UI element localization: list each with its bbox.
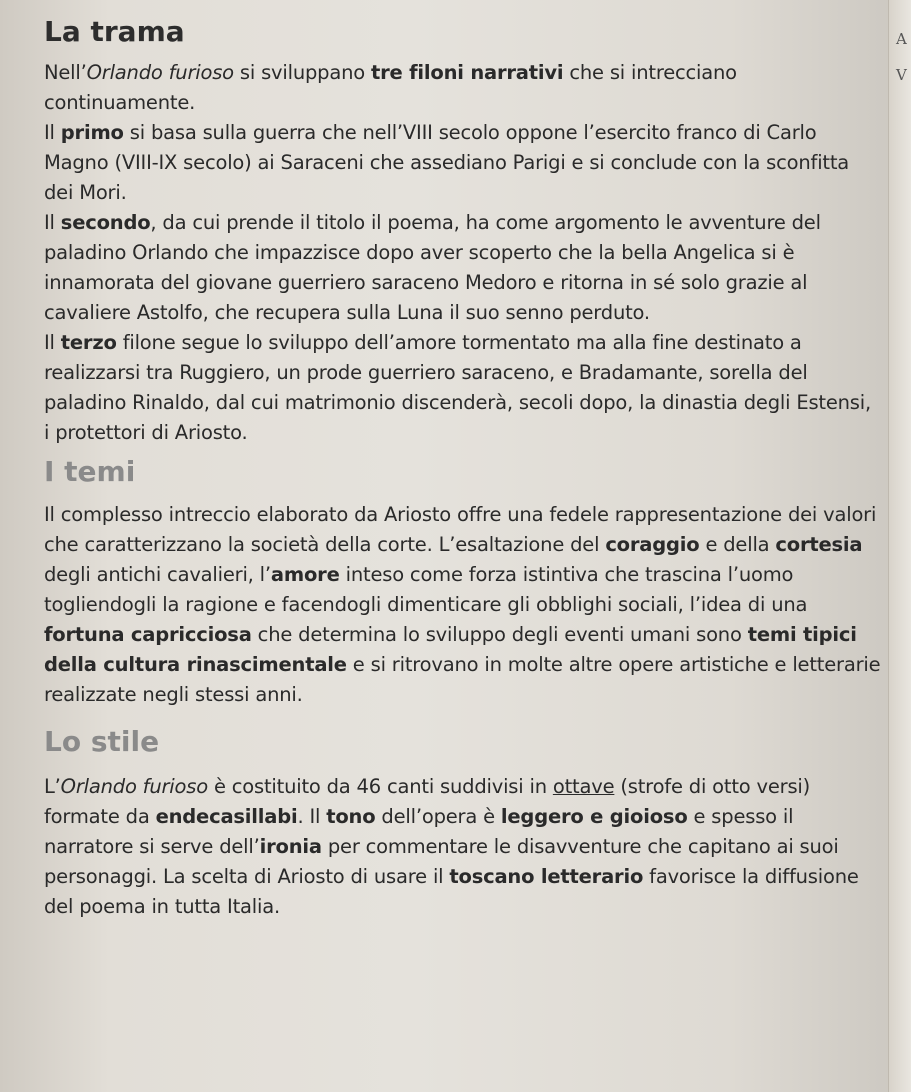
page-content [44,14,882,922]
paragraph-temi: Il complesso intreccio elaborato da Ariosto offre una fedele rappresentazione dei valori che caratterizzano la società della corte. L’esaltazione del coraggio e della cortesia degli antichi cavalieri, l’amore inteso come forza istintiva che trascina l’uomo togliendogli la ragione e facendogli dimenticare gli obblighi sociali, l’idea di una fortuna capricciosa che determina lo sviluppo degli eventi umani sono temi tipici della cultura rinascimentale e si ritrovano in molte altre opere artistiche e letterarie realizzate negli stessi anni. [44,503,881,706]
paragraph-terzo: Il terzo filone segue lo sviluppo dell’amore tormentato ma alla fine destinato a realizzarsi tra Ruggiero, un prode guerriero saraceno, e Bradamante, sorella del paladino Rinaldo, dal cui matrimonio discenderà, secoli dopo, la dinastia degli Estensi, i protettori di Ariosto. [44,331,871,444]
adjacent-page-edge [888,0,911,1092]
section-stile [44,724,882,922]
edge-letter-a: A [896,30,907,48]
edge-letter-v: V [896,66,907,84]
section-title-trama: La trama [44,15,185,48]
paragraph-secondo: Il secondo, da cui prende il titolo il poema, ha come argomento le avventure del paladino Orlando che impazzisce dopo aver scoperto che la bella Angelica si è innamorata del giovane guerriero saraceno Medoro e ritorna in sé solo grazie al cavaliere Astolfo, che recupera sulla Luna il suo senno perduto. [44,211,821,324]
paragraph-stile: L’Orlando furioso è costituito da 46 canti suddivisi in ottave (strofe di otto versi) formate da endecasillabi. Il tono dell’opera è leggero e gioioso e spesso il narratore si serve dell’ironia per commentare le disavventure che capitano ai suoi personaggi. La scelta di Ariosto di usare il toscano letterario favorisce la diffusione del poema in tutta Italia. [44,775,859,918]
section-title-stile: Lo stile [44,725,160,758]
paragraph-intro: Nell’Orlando furioso si sviluppano tre filoni narrativi che si intrecciano continuamente. [44,61,737,114]
section-temi [44,454,882,710]
section-title-temi: I temi [44,455,136,488]
section-trama [44,14,882,448]
paragraph-primo: Il primo si basa sulla guerra che nell’VIII secolo oppone l’esercito franco di Carlo Magno (VIII-IX secolo) ai Saraceni che assediano Parigi e si conclude con la sconfitta dei Mori. [44,121,850,204]
